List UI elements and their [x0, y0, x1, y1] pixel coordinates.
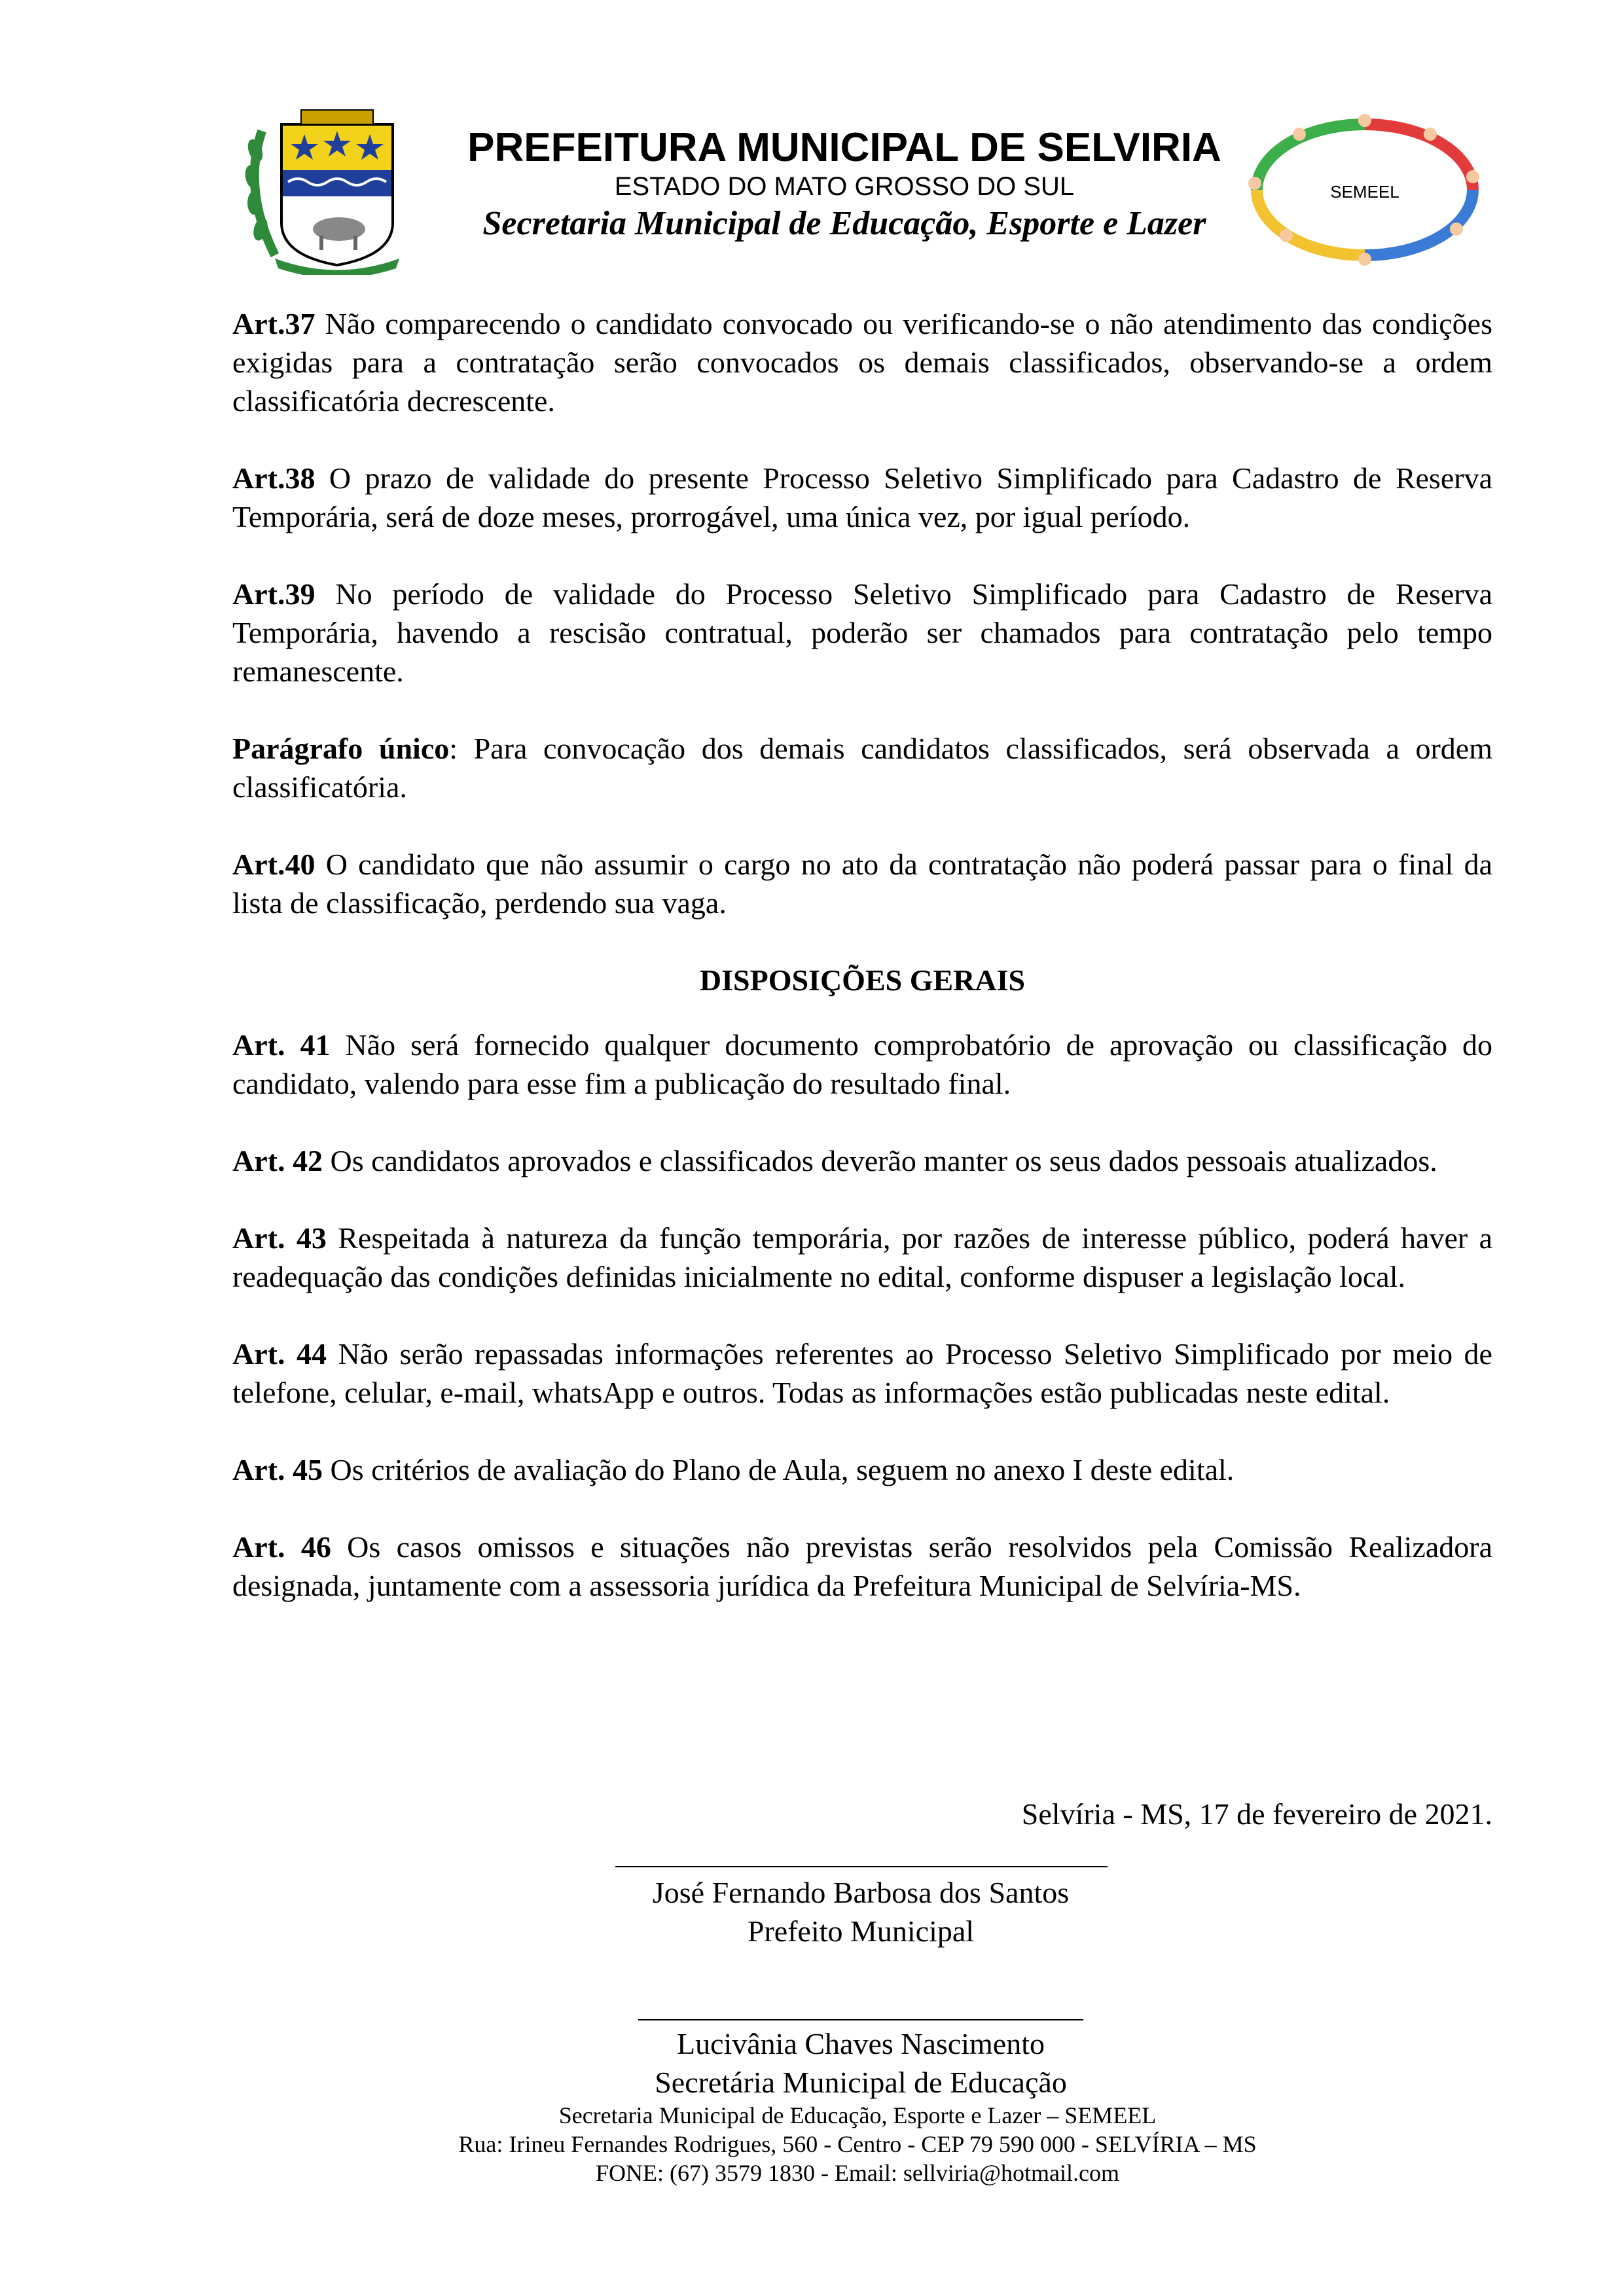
article-label: Art. 45: [232, 1453, 323, 1486]
signature-name: José Fernando Barbosa dos Santos: [652, 1876, 1070, 1909]
article-39: [232, 575, 1492, 691]
secretaria-subtitle: Secretaria Municipal de Educação, Esporte e Lazer: [482, 205, 1206, 242]
article-text: : Para convocação dos demais candidatos classificados, será observada a ordem classificatória.: [232, 732, 1492, 804]
section-title: DISPOSIÇÕES GERAIS: [699, 963, 1026, 997]
semeel-logo-icon: [1240, 111, 1489, 268]
article-text: O candidato que não assumir o cargo no ato da contratação não poderá passar para o final da lista de classificação, perdendo sua vaga.: [232, 848, 1492, 920]
state-subtitle: ESTADO DO MATO GROSSO DO SUL: [614, 172, 1075, 201]
article-38: [232, 459, 1492, 536]
article-46: [232, 1528, 1492, 1605]
article-text: Não será fornecido qualquer documento comprobatório de aprovação ou classificação do candidato, valendo para esse fim a publicação do resultado final.: [232, 1028, 1492, 1100]
paragrafo-unico: [232, 729, 1492, 806]
signature-name: Lucivânia Chaves Nascimento: [676, 2027, 1045, 2060]
page-title: PREFEITURA MUNICIPAL DE SELVIRIA: [467, 125, 1221, 170]
article-label: Art.37: [232, 307, 316, 340]
article-label: Art. 43: [232, 1221, 327, 1255]
footer-line: Rua: Irineu Fernandes Rodrigues, 560 - Centro - CEP 79 590 000 - SELVÍRIA – MS: [458, 2131, 1257, 2157]
document-body: [232, 304, 1492, 1643]
footer-line: Secretaria Municipal de Educação, Esporte e Lazer – SEMEEL: [558, 2102, 1157, 2128]
article-44: [232, 1335, 1492, 1412]
article-text: O prazo de validade do presente Processo Seletivo Simplificado para Cadastro de Reserva Temporária, será de doze meses, prorrogável, uma única vez, por igual período.: [232, 461, 1492, 533]
article-label: Art. 42: [232, 1144, 323, 1177]
article-text: Os casos omissos e situações não previstas serão resolvidos pela Comissão Realizadora designada, juntamente com a assessoria jurídica da Prefeitura Municipal de Selvíria-MS.: [232, 1530, 1492, 1602]
article-label: Art.38: [232, 461, 316, 495]
footer-line: FONE: (67) 3579 1830 - Email: sellviria@hotmail.com: [595, 2160, 1120, 2186]
page-footer: [262, 2101, 1453, 2187]
article-label: Art. 44: [232, 1337, 327, 1371]
article-43: [232, 1219, 1492, 1296]
article-label: Art.40: [232, 848, 316, 881]
signature-line: [615, 1866, 1108, 1867]
article-text: Não comparecendo o candidato convocado ou verificando-se o não atendimento das condições exigidas para a contratação serão convocados os demais classificados, observando-se a ordem classificatória decrescente.: [232, 307, 1492, 418]
article-45: [232, 1450, 1492, 1489]
article-text: No período de validade do Processo Seletivo Simplificado para Cadastro de Reserva Temporária, havendo a rescisão contratual, poderão ser chamados para contratação pelo tempo remanescente.: [232, 577, 1492, 688]
signature-line: [638, 2019, 1083, 2020]
article-text: Os critérios de avaliação do Plano de Aula, seguem no anexo I deste edital.: [322, 1453, 1235, 1486]
article-text: Os candidatos aprovados e classificados deverão manter os seus dados pessoais atualizados.: [322, 1144, 1437, 1177]
article-text: Respeitada à natureza da função temporária, por razões de interesse público, poderá haver a readequação das condições definidas inicialmente no edital, conforme dispuser a legislação local.: [232, 1221, 1492, 1293]
semeel-logo-text: SEMEEL: [1330, 182, 1399, 202]
municipal-crest-icon: [236, 105, 425, 275]
signature-role: Secretária Municipal de Educação: [655, 2066, 1067, 2099]
article-42: [232, 1141, 1492, 1180]
article-label: Art.39: [232, 577, 316, 611]
article-41: [232, 1026, 1492, 1103]
article-label: Parágrafo único: [232, 732, 450, 765]
article-37: [232, 304, 1492, 420]
article-label: Art. 46: [232, 1530, 331, 1564]
signature-role: Prefeito Municipal: [747, 1914, 975, 1948]
date-line: Selvíria - MS, 17 de fevereiro de 2021.: [1021, 1797, 1492, 1831]
article-text: Não serão repassadas informações referentes ao Processo Seletivo Simplificado por meio de telefone, celular, e-mail, whatsApp e outros. Todas as informações estão publicadas neste edital.: [232, 1337, 1492, 1409]
article-40: [232, 845, 1492, 922]
article-label: Art. 41: [232, 1028, 331, 1062]
